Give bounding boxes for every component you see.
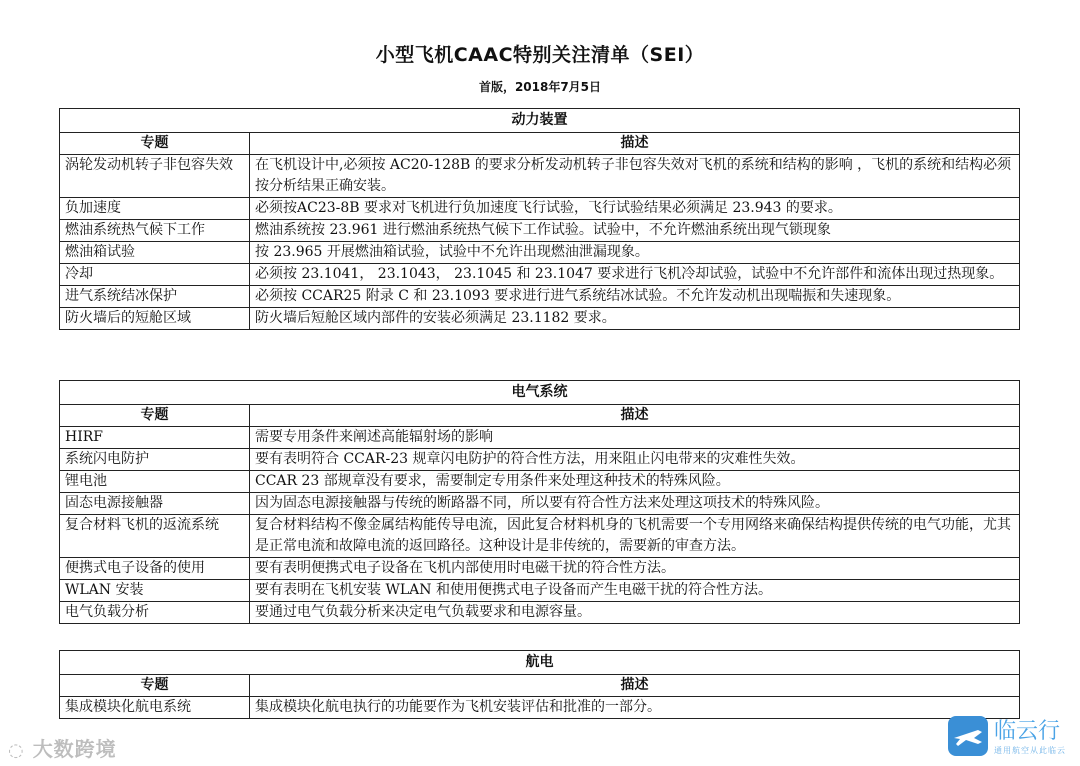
table-row bbox=[60, 515, 1020, 558]
column-header-desc: 描述 bbox=[250, 133, 1020, 155]
table-row bbox=[60, 471, 1020, 493]
table-row bbox=[60, 264, 1020, 286]
row-topic: 负加速度 bbox=[60, 198, 250, 220]
row-topic: 集成模块化航电系统 bbox=[60, 697, 250, 719]
column-header-desc: 描述 bbox=[250, 405, 1020, 427]
row-desc: 因为固态电源接触器与传统的断路器不同，所以要有符合性方法来处理这项技术的特殊风险。 bbox=[250, 493, 1020, 515]
table-row bbox=[60, 286, 1020, 308]
row-topic: 锂电池 bbox=[60, 471, 250, 493]
row-topic: WLAN 安装 bbox=[60, 580, 250, 602]
table-row bbox=[60, 242, 1020, 264]
column-header-topic: 专题 bbox=[60, 405, 250, 427]
section-title: 电气系统 bbox=[60, 381, 1020, 405]
watermark-left-text: 大数跨境 bbox=[32, 737, 117, 761]
row-desc: 必须按AC23-8B 要求对飞机进行负加速度飞行试验，飞行试验结果必须满足 23.943 的要求。 bbox=[250, 198, 1020, 220]
watermark-left bbox=[8, 733, 117, 762]
table-row bbox=[60, 493, 1020, 515]
row-topic: 涡轮发动机转子非包容失效 bbox=[60, 155, 250, 198]
weibo-icon: ◌ bbox=[8, 740, 25, 761]
row-desc: 必须按 23.1041， 23.1043， 23.1045 和 23.1047 要求进行飞机冷却试验，试验中不允许部件和流体出现过热现象。 bbox=[250, 264, 1020, 286]
page-title: 小型飞机CAAC特别关注清单（SEI） bbox=[375, 44, 705, 66]
row-topic: 复合材料飞机的返流系统 bbox=[60, 515, 250, 558]
column-header-topic: 专题 bbox=[60, 675, 250, 697]
section-title: 航电 bbox=[60, 651, 1020, 675]
row-topic: 防火墙后的短舱区域 bbox=[60, 308, 250, 330]
table-row bbox=[60, 602, 1020, 624]
row-desc: 集成模块化航电执行的功能要作为飞机安装评估和批准的一部分。 bbox=[250, 697, 1020, 719]
row-desc: 要有表明在飞机安装 WLAN 和使用便携式电子设备而产生电磁干扰的符合性方法。 bbox=[250, 580, 1020, 602]
plane-logo-icon bbox=[948, 716, 988, 756]
row-topic: 冷却 bbox=[60, 264, 250, 286]
table-row bbox=[60, 558, 1020, 580]
section-title: 动力装置 bbox=[60, 109, 1020, 133]
row-desc: 复合材料结构不像金属结构能传导电流，因此复合材料机身的飞机需要一个专用网络来确保结构提供传统的电气功能，尤其是正常电流和故障电流的返回路径。这种设计是非传统的，需要新的审查方法。 bbox=[250, 515, 1020, 558]
table-row bbox=[60, 427, 1020, 449]
table-row bbox=[60, 220, 1020, 242]
row-desc: 要通过电气负载分析来决定电气负载要求和电源容量。 bbox=[250, 602, 1020, 624]
row-topic: 便携式电子设备的使用 bbox=[60, 558, 250, 580]
table-row bbox=[60, 155, 1020, 198]
row-desc: 在飞机设计中,必须按 AC20-128B 的要求分析发动机转子非包容失效对飞机的系统和结构的影响 ，飞机的系统和结构必须按分析结果正确安装。 bbox=[250, 155, 1020, 198]
row-topic: HIRF bbox=[60, 427, 250, 449]
row-topic: 燃油系统热气候下工作 bbox=[60, 220, 250, 242]
row-desc: 需要专用条件来阐述高能辐射场的影响 bbox=[250, 427, 1020, 449]
table-row bbox=[60, 697, 1020, 719]
row-desc: 要有表明符合 CCAR-23 规章闪电防护的符合性方法，用来阻止闪电带来的灾难性失效。 bbox=[250, 449, 1020, 471]
row-desc: 防火墙后短舱区域内部件的安装必须满足 23.1182 要求。 bbox=[250, 308, 1020, 330]
table-row bbox=[60, 198, 1020, 220]
page-subtitle: 首版，2018年7月5日 bbox=[478, 80, 602, 94]
watermark-brand: 临云行 bbox=[994, 719, 1061, 744]
row-topic: 固态电源接触器 bbox=[60, 493, 250, 515]
row-topic: 燃油箱试验 bbox=[60, 242, 250, 264]
table-row bbox=[60, 580, 1020, 602]
table-row bbox=[60, 449, 1020, 471]
section-table-avionics bbox=[59, 650, 1020, 719]
column-header-topic: 专题 bbox=[60, 133, 250, 155]
watermark-tagline: 通用航空从此临云 bbox=[994, 746, 1066, 755]
row-topic: 电气负载分析 bbox=[60, 602, 250, 624]
column-header-desc: 描述 bbox=[250, 675, 1020, 697]
watermark-right bbox=[948, 712, 1076, 764]
row-desc: CCAR 23 部规章没有要求，需要制定专用条件来处理这种技术的特殊风险。 bbox=[250, 471, 1020, 493]
row-desc: 要有表明便携式电子设备在飞机内部使用时电磁干扰的符合性方法。 bbox=[250, 558, 1020, 580]
section-table-powerplant bbox=[59, 108, 1020, 330]
row-desc: 必须按 CCAR25 附录 C 和 23.1093 要求进行进气系统结冰试验。不允许发动机出现喘振和失速现象。 bbox=[250, 286, 1020, 308]
row-topic: 系统闪电防护 bbox=[60, 449, 250, 471]
section-table-electrical bbox=[59, 380, 1020, 624]
row-desc: 燃油系统按 23.961 进行燃油系统热气候下工作试验。试验中，不允许燃油系统出现气锁现象 bbox=[250, 220, 1020, 242]
table-row bbox=[60, 308, 1020, 330]
row-topic: 进气系统结冰保护 bbox=[60, 286, 250, 308]
row-desc: 按 23.965 开展燃油箱试验，试验中不允许出现燃油泄漏现象。 bbox=[250, 242, 1020, 264]
